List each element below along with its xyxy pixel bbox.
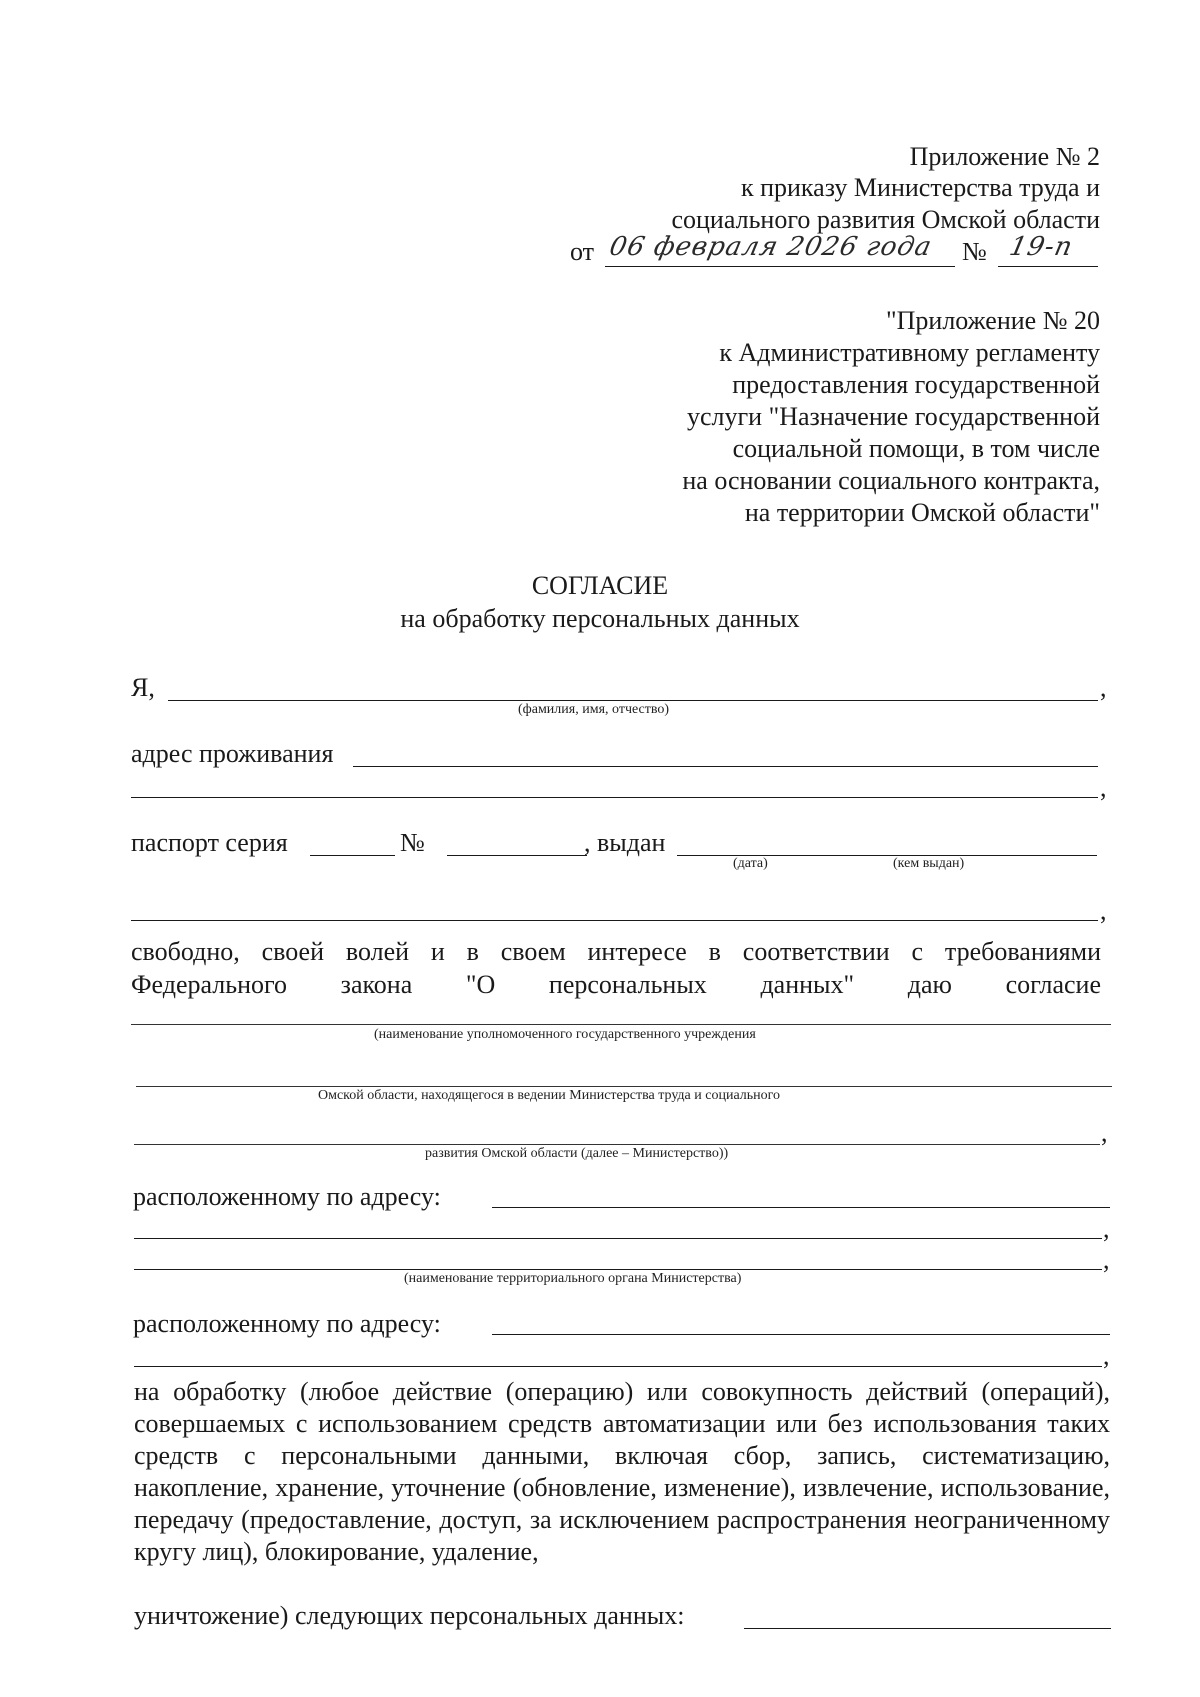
located-address-field-2[interactable] <box>492 1334 1110 1335</box>
passport-series-label: паспорт серия <box>131 828 288 857</box>
appendix-20-line-4: услуги "Назначение государственной <box>687 402 1100 431</box>
passport-issued-label: , выдан <box>584 828 666 857</box>
appendix-20-line-7: на территории Омской области" <box>744 498 1100 527</box>
appendix-2-title: Приложение № 2 <box>909 142 1100 171</box>
order-number-underline <box>998 266 1098 267</box>
order-number-handwritten: 19-п <box>1006 232 1076 262</box>
processing-paragraph: на обработку (любое действие (операцию) или совокупность действий (операций), совершаемых с использованием средств автоматизации или без использования таких средств с персональными данными, включая сбор, запись, систематизацию, накопление, хранение, уточнение (обновление, изменение), извлечение, использование, передачу (предоставление, доступ, за исключением распространения неограниченному кругу лиц), блокирование, удаление, <box>134 1377 1110 1566</box>
address-comma: , <box>1100 773 1107 802</box>
passport-issuer-caption: (кем выдан) <box>893 856 965 871</box>
address-field-line-2[interactable] <box>131 797 1098 798</box>
appendix-20-line-3: предоставления государственной <box>732 370 1100 399</box>
org-name-field-3[interactable] <box>134 1144 1100 1145</box>
fio-field-line[interactable] <box>168 700 1098 701</box>
appendix-2-line-3: социального развития Омской области <box>671 205 1100 234</box>
appendix-20-line-5: социальной помощи, в том числе <box>732 434 1100 463</box>
fio-caption: (фамилия, имя, отчество) <box>518 702 670 717</box>
i-label: Я, <box>131 673 155 702</box>
org-caption-1: (наименование уполномоченного государственного учреждения <box>374 1027 756 1042</box>
passport-issued-field-2[interactable] <box>131 920 1098 921</box>
territorial-caption: (наименование территориального органа Министерства) <box>404 1271 742 1286</box>
located-label-2: расположенному по адресу: <box>133 1309 441 1338</box>
document-title: СОГЛАСИЕ <box>531 571 669 600</box>
org-comma: , <box>1101 1118 1108 1147</box>
order-from-label: от <box>570 237 595 266</box>
passport-number-label: № <box>400 828 425 857</box>
located-label-1: расположенному по адресу: <box>133 1182 441 1211</box>
org-caption-2: Омской области, находящегося в ведении Министерства труда и социального <box>318 1088 781 1103</box>
org-name-field-1[interactable] <box>131 1024 1111 1025</box>
passport-series-field[interactable] <box>310 855 395 856</box>
processing-last-line: уничтожение) следующих персональных данных: <box>134 1601 685 1630</box>
located-comma-2: , <box>1103 1341 1110 1370</box>
document-subtitle: на обработку персональных данных <box>400 604 800 633</box>
appendix-20-title: "Приложение № 20 <box>886 306 1100 335</box>
fio-comma: , <box>1100 673 1107 702</box>
order-date-underline <box>605 266 955 267</box>
personal-data-field[interactable] <box>744 1628 1111 1629</box>
org-name-field-2[interactable] <box>136 1086 1112 1087</box>
territorial-body-field[interactable] <box>134 1269 1102 1270</box>
order-number-label: № <box>962 237 987 266</box>
passport-date-caption: (дата) <box>733 856 768 871</box>
passport-comma: , <box>1100 896 1107 925</box>
order-date-handwritten: 06 февраля 2026 года <box>606 232 935 262</box>
located-address-field-2b[interactable] <box>134 1366 1102 1367</box>
located-comma-1: , <box>1103 1214 1110 1243</box>
located-address-field-1b[interactable] <box>134 1238 1102 1239</box>
territorial-comma: , <box>1103 1245 1110 1274</box>
located-address-field-1[interactable] <box>492 1207 1110 1208</box>
appendix-2-line-2: к приказу Министерства труда и <box>740 173 1100 202</box>
passport-number-field[interactable] <box>447 855 587 856</box>
appendix-20-line-6: на основании социального контракта, <box>682 466 1100 495</box>
consent-line-2: Федерального закона "О персональных данных" даю согласие <box>131 970 1101 999</box>
address-field-line-1[interactable] <box>353 766 1098 767</box>
consent-line-1: свободно, своей волей и в своем интересе в соответствии с требованиями <box>131 937 1101 966</box>
appendix-20-line-2: к Административному регламенту <box>719 338 1100 367</box>
org-caption-3: развития Омской области (далее – Министерство)) <box>425 1146 729 1161</box>
address-label: адрес проживания <box>131 739 334 768</box>
